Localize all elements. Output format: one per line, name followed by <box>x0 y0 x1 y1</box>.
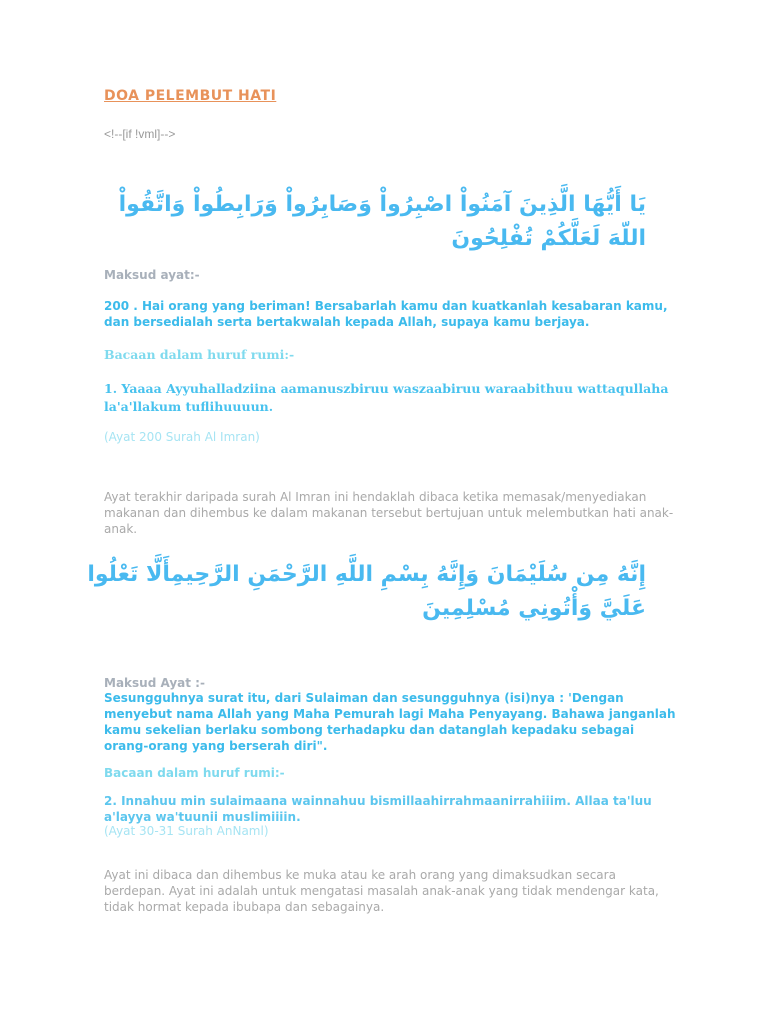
maksud-text-1: 200 . Hai orang yang beriman! Bersabarlah kamu dan kuatkanlah kesabaran kamu, dan bersedialah serta bertakwalah kepada Allah, supaya kamu berjaya. <box>104 299 668 329</box>
arabic-verse-1: يَا أَيُّهَا الَّذِينَ آمَنُواْ اصْبِرُواْ وَصَابِرُواْ وَرَابِطُواْ وَاتَّقُواْ اللّهَ لَعَلَّكُمْ تُفْلِحُونَ <box>118 192 646 251</box>
maksud-label-1: Maksud ayat:- <box>104 268 200 282</box>
usage-note-2: Ayat ini dibaca dan dihembus ke muka atau ke arah orang yang dimaksudkan secara berdepan. Ayat ini adalah untuk mengatasi masalah anak-anak yang tidak mendengar kata, tidak hormat kepada ibubapa dan sebagainya. <box>104 868 659 914</box>
verse-reference-1: (Ayat 200 Surah Al Imran) <box>104 430 260 444</box>
bacaan-label-1: Bacaan dalam huruf rumi:- <box>104 347 295 362</box>
maksud-text-2: Sesungguhnya surat itu, dari Sulaiman dan sesungguhnya (isi)nya : 'Dengan menyebut nama Allah yang Maha Pemurah lagi Maha Penyayang. Bahawa janganlah kamu sekelian berlaku sombong terhadapku dan datanglah kepadaku sebagai orang-orang yang berserah diri". <box>104 691 676 753</box>
arabic-verse-2: إِنَّهُ مِن سُلَيْمَانَ وَإِنَّهُ بِسْمِ اللَّهِ الرَّحْمَنِ الرَّحِيمِأَلَّا تَعْلُوا عَلَيَّ وَأْتُونِي مُسْلِمِينَ <box>87 562 646 621</box>
maksud-label-2: Maksud Ayat :- <box>104 676 205 690</box>
usage-note-1: Ayat terakhir daripada surah Al Imran ini hendaklah dibaca ketika memasak/menyediakan makanan dan dihembus ke dalam makanan tersebut bertujuan untuk melembutkan hati anak-anak. <box>104 490 674 536</box>
bacaan-label-2: Bacaan dalam huruf rumi:- <box>104 766 285 780</box>
vml-comment-text: <!--[if !vml]--> <box>104 127 176 141</box>
rumi-text-1: 1. Yaaaa Ayyuhalladziina aamanuszbiruu waszaabiruu waraabithuu wattaqullaha la'a'llakum tuflihuuuun. <box>104 381 669 414</box>
verse-reference-2: (Ayat 30-31 Surah AnNaml) <box>104 824 269 838</box>
document-title: DOA PELEMBUT HATI <box>104 88 277 104</box>
rumi-text-2: 2. Innahuu min sulaimaana wainnahuu bismillaahirrahmaanirrahiiim. Allaa ta'luu a'layya wa'tuunii muslimiiiin. <box>104 794 652 824</box>
